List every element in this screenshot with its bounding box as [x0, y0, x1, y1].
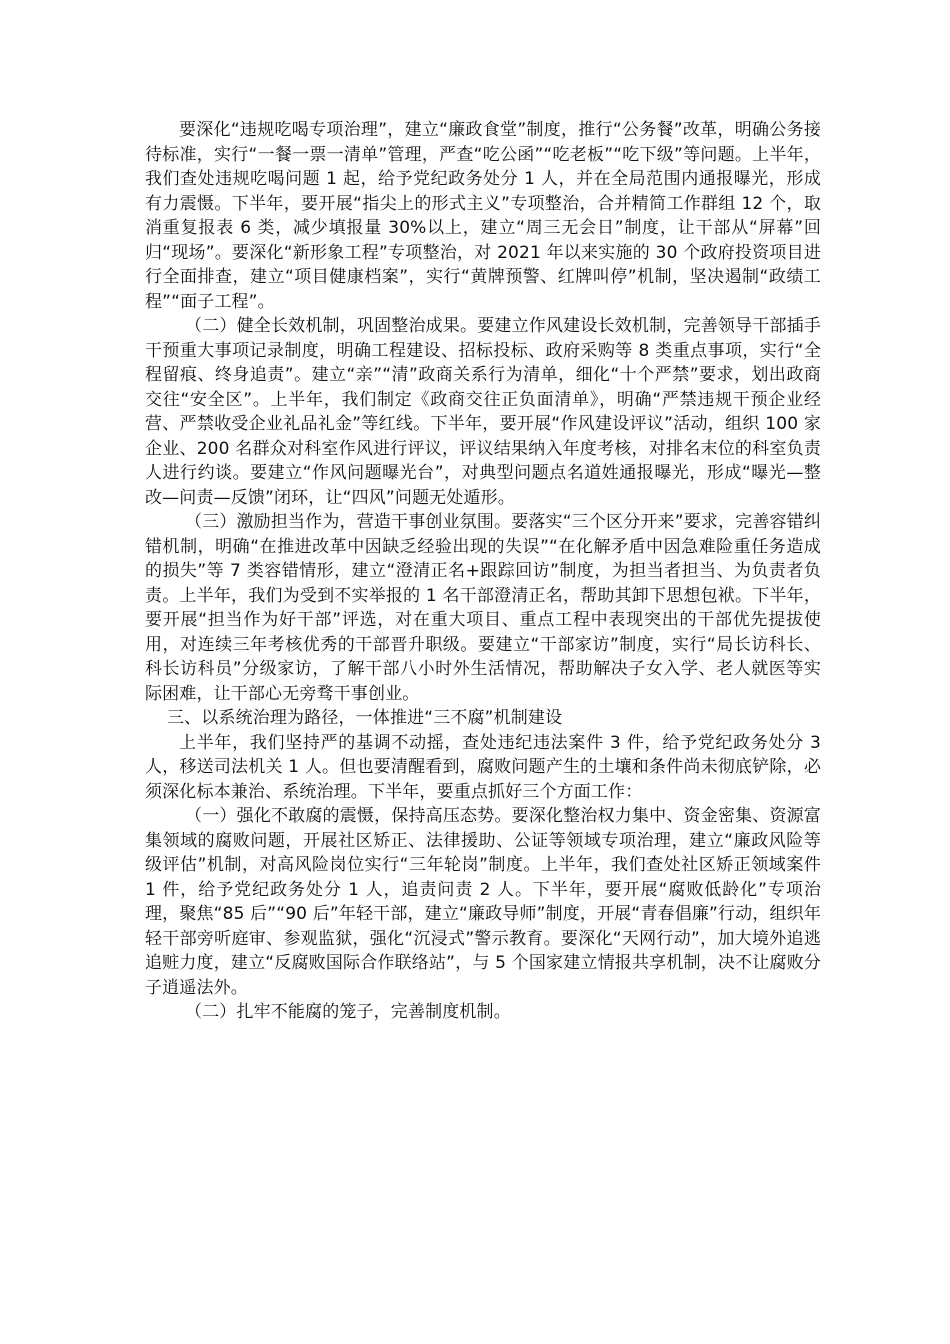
paragraph-first-half-summary: 上半年，我们坚持严的基调不动摇，查处违纪违法案件 3 件，给予党纪政务处分 3 人，移送司法机关 1 人。但也要清醒看到，腐败问题产生的土壤和条件尚未彻底铲除，必须深化标本兼治、系统治理。下半年，要重点抓好三个方面工作： [145, 732, 821, 802]
section-heading-three-no-corruption: 三、以系统治理为路径，一体推进“三不腐”机制建设 [167, 708, 563, 728]
paragraph-dining-governance: 要深化“违规吃喝专项治理”，建立“廉政食堂”制度，推行“公务餐”改革，明确公务接待标准，实行“一餐一票一清单”管理，严查“吃公函”“吃老板”“吃下级”等问题。上半年，我们查处违规吃喝问题 1 起，给予党纪政务处分 1 人，并在全局范围内通报曝光，形成有力震慑。下半年，要开展“指尖上的形式主义”专项整治，合并精简工作群组 12 个，取消重复报表 6 类，减少填报量 30%以上，建立“周三无会日”制度，让干部从“屏幕”回归“现场”。要深化“新形象工程”专项整治，对 2021 年以来实施的 30 个政府投资项目进行全面排查，建立“项目健康档案”，实行“黄牌预警、红牌叫停”机制，坚决遏制“政绩工程”“面子工程”。 [145, 120, 821, 312]
document-body [145, 118, 821, 1025]
paragraph-dare-not-corrupt: （一）强化不敢腐的震慑，保持高压态势。要深化整治权力集中、资金密集、资源富集领域的腐败问题，开展社区矫正、法律援助、公证等领域专项治理，建立“廉政风险等级评估”机制，对高风险岗位实行“三年轮岗”制度。上半年，我们查处社区矫正领域案件 1 件，给予党纪政务处分 1 人，追责问责 2 人。下半年，要开展“腐败低龄化”专项治理，聚焦“85 后”“90 后”年轻干部，建立“廉政导师”制度，开展“青春倡廉”行动，组织年轻干部旁听庭审、参观监狱，强化“沉浸式”警示教育。要深化“天网行动”，加大境外追逃追赃力度，建立“反腐败国际合作联络站”，与 5 个国家建立情报共享机制，决不让腐败分子逍遥法外。 [145, 806, 821, 998]
paragraph-encourage-responsibility: （三）激励担当作为，营造干事创业氛围。要落实“三个区分开来”要求，完善容错纠错机制，明确“在推进改革中因缺乏经验出现的失误”“在化解矛盾中因急难险重任务造成的损失”等 7 类容错情形，建立“澄清正名+跟踪回访”制度，为担当者担当、为负责者负责。上半年，我们为受到不实举报的 1 名干部澄清正名，帮助其卸下思想包袱。下半年，要开展“担当作为好干部”评选，对在重大项目、重点工程中表现突出的干部优先提拔使用，对连续三年考核优秀的干部晋升职级。要建立“干部家访”制度，实行“局长访科长、科长访科员”分级家访，了解干部八小时外生活情况，帮助解决子女入学、老人就医等实际困难，让干部心无旁骛干事创业。 [145, 512, 821, 704]
paragraph-cannot-corrupt: （二）扎牢不能腐的笼子，完善制度机制。 [185, 1002, 511, 1022]
paragraph-long-term-mechanism: （二）健全长效机制，巩固整治成果。要建立作风建设长效机制，完善领导干部插手干预重大事项记录制度，明确工程建设、招标投标、政府采购等 8 类重点事项，实行“全程留痕、终身追责”。建立“亲”“清”政商关系行为清单，细化“十个严禁”要求，划出政商交往“安全区”。上半年，我们制定《政商交往正负面清单》，明确“严禁违规干预企业经营、严禁收受企业礼品礼金”等红线。下半年，要开展“作风建设评议”活动，组织 100 家企业、200 名群众对科室作风进行评议，评议结果纳入年度考核，对排名末位的科室负责人进行约谈。要建立“作风问题曝光台”，对典型问题点名道姓通报曝光，形成“曝光—整改—问责—反馈”闭环，让“四风”问题无处遁形。 [145, 316, 821, 508]
